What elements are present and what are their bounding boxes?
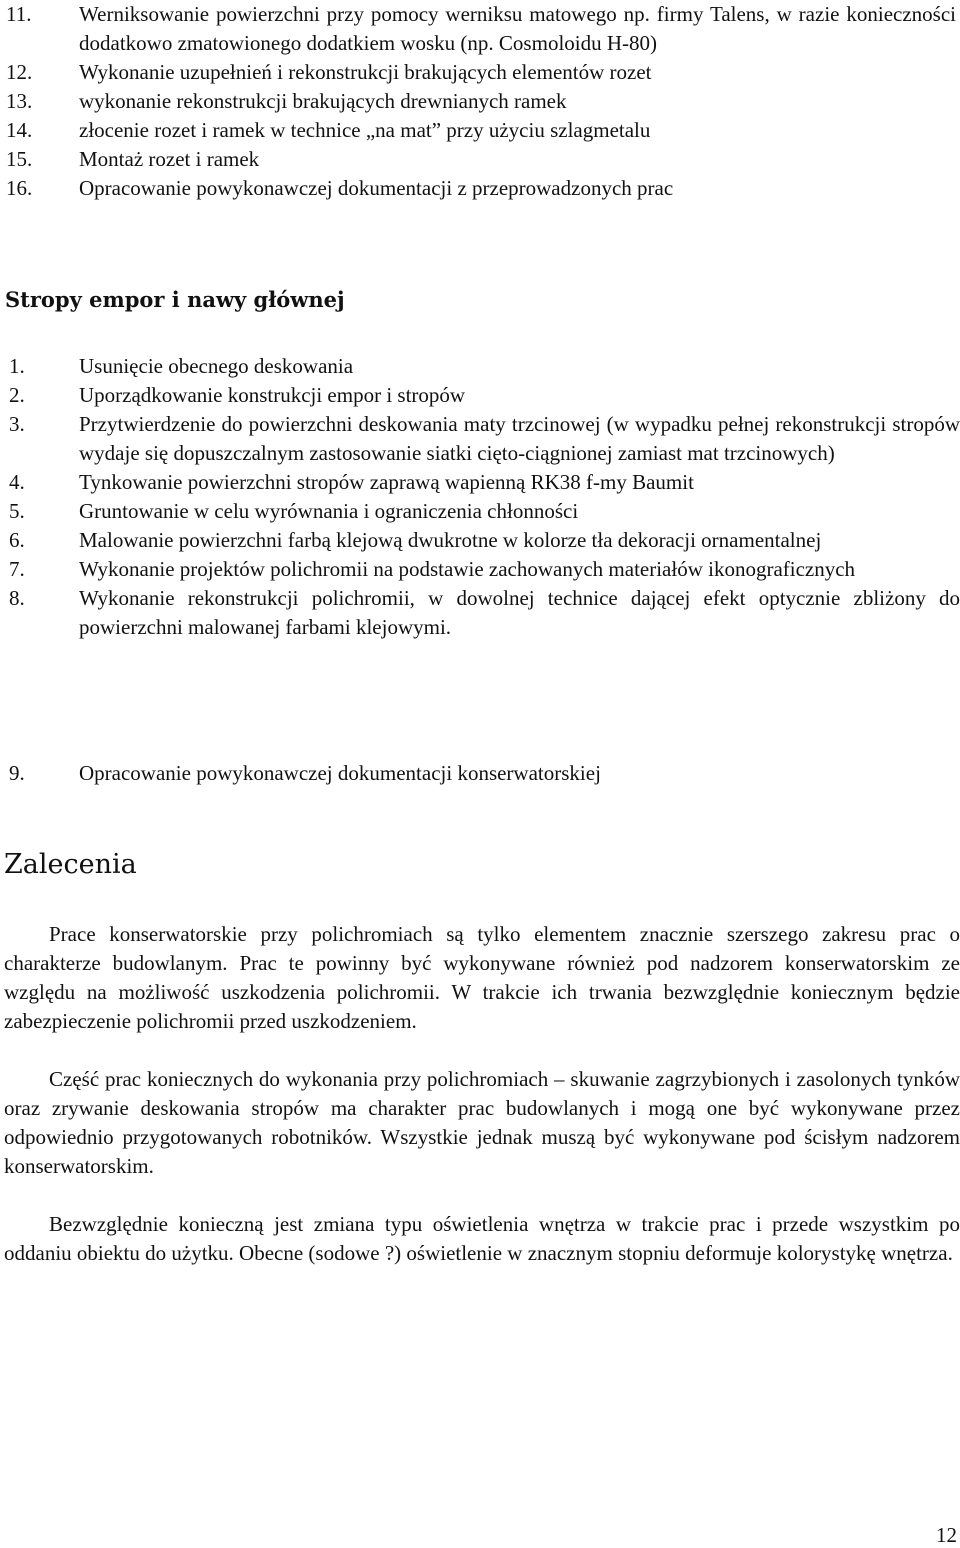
list-item-text: Tynkowanie powierzchni stropów zaprawą wapienną RK38 f-my Baumit [79,470,694,494]
list-item [9,352,960,381]
list-item-number: 15. [6,147,33,171]
list-item [9,381,960,410]
paragraph: Bezwzględnie konieczną jest zmiana typu oświetlenia wnętrza w trakcie prac i przede wszystkim po oddaniu obiektu do użytku. Obecne (sodowe ?) oświetlenie w znacznym stopniu deformuje kolorystykę wnętrza. [4,1212,960,1265]
list-item [6,174,956,203]
list-item [9,497,960,526]
list-item [9,555,960,584]
list-item [9,759,960,788]
list-item-number: 2. [9,383,25,407]
list-item-text: Wykonanie projektów polichromii na podstawie zachowanych materiałów ikonograficznych [79,557,856,581]
list-item [6,87,956,116]
section-heading-zalecenia: Zalecenia [4,849,137,880]
stropy-list-continued [9,759,960,788]
list-item-text: Uporządkowanie konstrukcji empor i stropów [79,383,466,407]
section-heading-stropy: Stropy empor i nawy głównej [5,287,345,312]
list-item-text: Malowanie powierzchni farbą klejową dwukrotne w kolorze tła dekoracji ornamentalnej [79,528,822,552]
list-item-number: 7. [9,557,25,581]
list-item-number: 13. [6,89,33,113]
list-item-text: Montaż rozet i ramek [79,147,260,171]
list-item [9,468,960,497]
list-item-text: Gruntowanie w celu wyrównania i ograniczenia chłonności [79,499,579,523]
list-item-text: Przytwierdzenie do powierzchni deskowania maty trzcinowej (w wypadku pełnej rekonstrukcji stropów wydaje się dopuszczalnym zastosowanie siatki cięto-ciągnionej zamiast mat trzcinowych) [79,412,960,465]
top-list [6,0,956,203]
list-item-text: Opracowanie powykonawczej dokumentacji konserwatorskiej [79,761,601,785]
list-item-number: 4. [9,470,25,494]
list-item-number: 6. [9,528,25,552]
list-item-number: 5. [9,499,25,523]
page-number: 12 [936,1523,957,1547]
list-item [9,526,960,555]
list-item-text: Usunięcie obecnego deskowania [79,354,354,378]
list-item-text: Opracowanie powykonawczej dokumentacji z przeprowadzonych prac [79,176,674,200]
list-item [6,0,956,58]
list-item-text: Wykonanie uzupełnień i rekonstrukcji brakujących elementów rozet [79,60,652,84]
list-item-number: 16. [6,176,33,200]
list-item-text: złocenie rozet i ramek w technice „na mat” przy użyciu szlagmetalu [79,118,651,142]
stropy-list [9,352,960,642]
list-item [6,116,956,145]
list-item-number: 11. [6,2,32,26]
list-item-number: 8. [9,586,25,610]
paragraph: Część prac koniecznych do wykonania przy polichromiach – skuwanie zagrzybionych i zasolonych tynków oraz zrywanie deskowania stropów ma charakter prac budowlanych i mogą one być wykonywane przez odpowiednio przygotowanych robotników. Wszystkie jednak muszą być wykonywane pod ścisłym nadzorem konserwatorskim. [4,1067,960,1178]
list-item-text: Werniksowanie powierzchni przy pomocy werniksu matowego np. firmy Talens, w razie konieczności dodatkowo zmatowionego dodatkiem wosku (np. Cosmoloidu H-80) [79,2,956,55]
list-item-number: 12. [6,60,33,84]
paragraph: Prace konserwatorskie przy polichromiach są tylko elementem znacznie szerszego zakresu prac o charakterze budowlanym. Prac te powinny być wykonywane również pod nadzorem konserwatorskim ze względu na możliwość uszkodzenia polichromii. W trakcie ich trwania bezwzględnie koniecznym będzie zabezpieczenie polichromii przed uszkodzeniem. [4,922,960,1033]
list-item-number: 3. [9,412,25,436]
list-item-number: 1. [9,354,25,378]
list-item-text: wykonanie rekonstrukcji brakujących drewnianych ramek [79,89,567,113]
list-item [9,584,960,642]
list-item-number: 14. [6,118,33,142]
list-item [9,410,960,468]
list-item-text: Wykonanie rekonstrukcji polichromii, w dowolnej technice dającej efekt optycznie zbliżony do powierzchni malowanej farbami klejowymi. [79,586,960,639]
list-item [6,58,956,87]
list-item-number: 9. [9,761,25,785]
list-item [6,145,956,174]
